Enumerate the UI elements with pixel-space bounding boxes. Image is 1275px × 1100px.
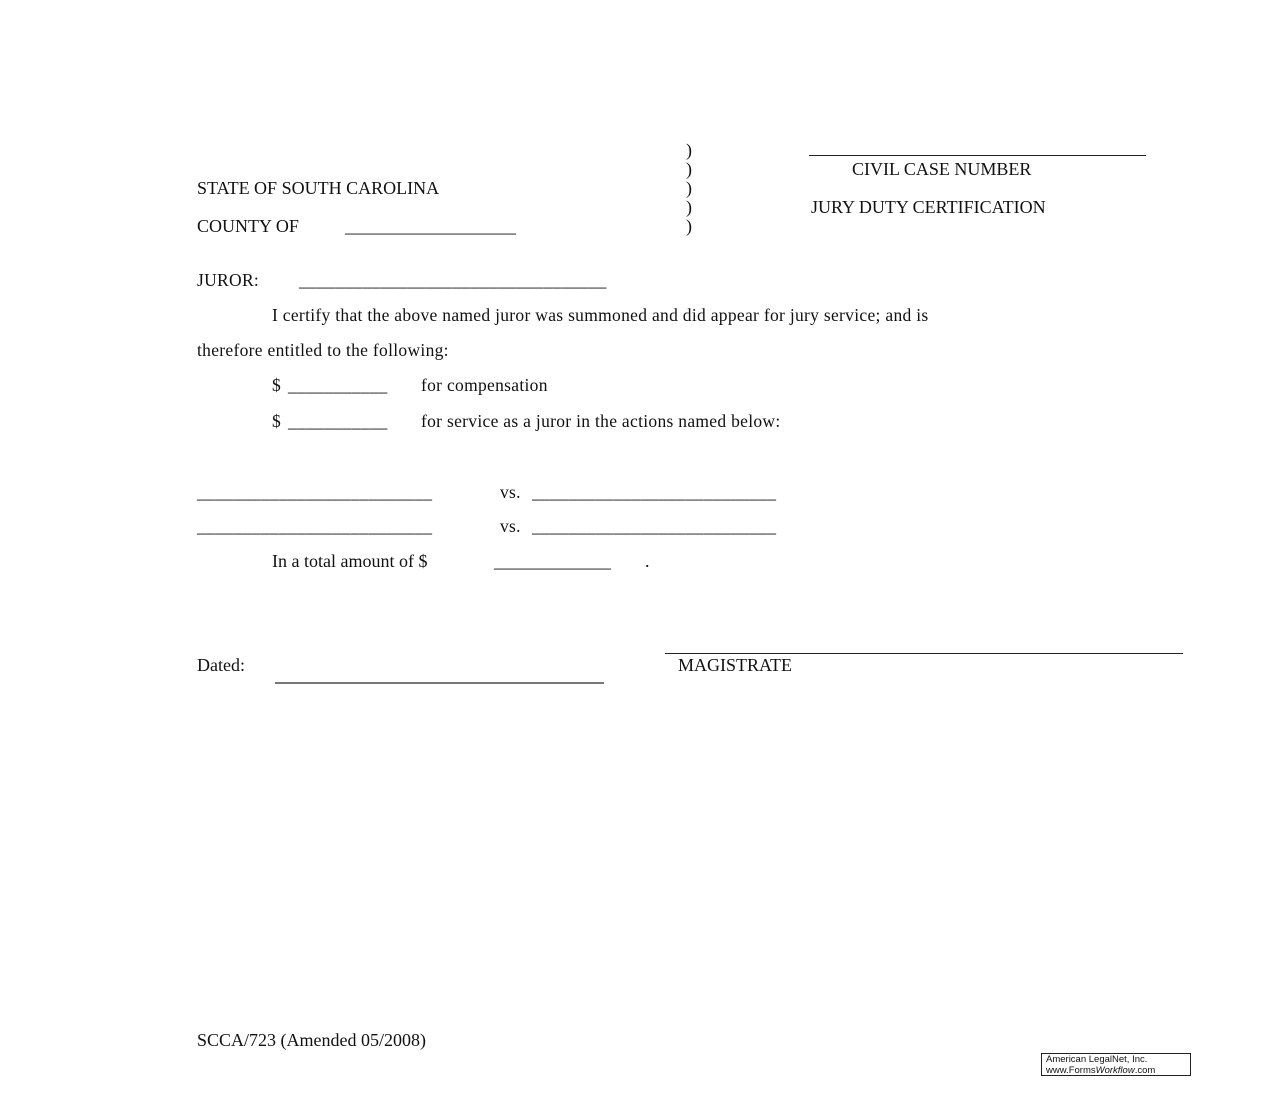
compensation-currency: $ <box>272 375 282 395</box>
magistrate-label: MAGISTRATE <box>678 655 793 675</box>
case-number-label: CIVIL CASE NUMBER <box>852 159 1032 179</box>
dated-label: Dated: <box>197 655 245 675</box>
juror-label: JUROR: <box>197 270 260 290</box>
service-label: for service as a juror in the actions named below: <box>421 411 781 431</box>
publisher-name: American LegalNet, Inc. <box>1046 1054 1148 1065</box>
action-1-plaintiff-field[interactable]: __________________________ <box>197 482 433 502</box>
certification-line-1: I certify that the above named juror was summoned and did appear for jury service; and is <box>272 305 929 325</box>
county-field[interactable]: ___________________ <box>345 216 516 236</box>
form-id: SCCA/723 (Amended 05/2008) <box>197 1030 426 1050</box>
compensation-label: for compensation <box>421 375 548 395</box>
bracket-paren: ) <box>686 197 692 217</box>
bracket-paren: ) <box>686 159 692 179</box>
state-label: STATE OF SOUTH CAROLINA <box>197 178 440 198</box>
bracket-paren: ) <box>686 216 692 236</box>
action-2-plaintiff-field[interactable]: __________________________ <box>197 516 433 536</box>
juror-name-field[interactable]: __________________________________ <box>299 270 607 290</box>
total-amount-field[interactable]: _____________ <box>494 551 611 571</box>
bracket-paren: ) <box>686 140 692 160</box>
certification-line-2: therefore entitled to the following: <box>197 340 449 360</box>
date-field[interactable] <box>275 682 604 684</box>
case-number-field[interactable] <box>809 155 1146 156</box>
publisher-url[interactable]: www.FormsWorkflow.com <box>1046 1064 1156 1076</box>
action-1-defendant-field[interactable]: ___________________________ <box>532 482 777 502</box>
form-title: JURY DUTY CERTIFICATION <box>811 197 1046 217</box>
action-2-vs: vs. <box>500 516 521 536</box>
service-currency: $ <box>272 411 282 431</box>
publisher-badge <box>1041 1053 1191 1076</box>
magistrate-signature-field[interactable] <box>665 653 1183 654</box>
action-1-vs: vs. <box>500 482 521 502</box>
county-label: COUNTY OF <box>197 216 299 236</box>
action-2-defendant-field[interactable]: ___________________________ <box>532 516 777 536</box>
compensation-amount-field[interactable]: ___________ <box>288 375 388 395</box>
total-label: In a total amount of $ <box>272 551 428 571</box>
total-period: . <box>645 551 650 571</box>
service-amount-field[interactable]: ___________ <box>288 411 388 431</box>
bracket-paren: ) <box>686 178 692 198</box>
